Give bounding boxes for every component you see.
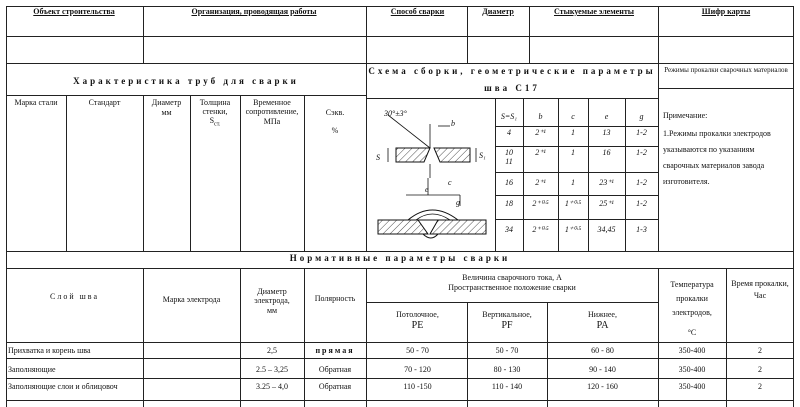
notes-text: 1.Режимы прокалки электродов указываются по указаниям сварочных материалов завода изготовителя. [663, 129, 771, 186]
geom-cell: 1 [571, 178, 575, 187]
geom-cell: 1-2 [636, 148, 647, 157]
dim-s1-label: S₁ [479, 151, 486, 160]
modes-title: Режимы прокалки сварочных материалов [664, 66, 788, 74]
overhead-header: Потолочное, [396, 310, 439, 319]
baking-temp-header: Температура прокалки электродов, [670, 280, 714, 317]
dim-s-label: S [376, 153, 380, 162]
wall-thickness-symbol: $S_{ст.}$ [209, 116, 221, 128]
geom-cell: 13 [602, 128, 611, 137]
geom-cell: 4 [507, 128, 511, 137]
norm-cell-polarity: Обратная [318, 365, 352, 374]
electrode-diameter-unit: мм [266, 306, 278, 315]
vertical-code: PF [501, 320, 513, 331]
norm-cell-pa: 90 - 140 [589, 365, 616, 374]
norm-cell-temp: 350-400 [678, 346, 706, 355]
norm-cell-pa: 120 - 160 [587, 382, 618, 391]
geom-cell: 2⁺⁰·⁵ [532, 225, 549, 234]
geom-cell: 1-2 [636, 178, 647, 187]
geom-cell: 1 [571, 128, 575, 137]
geom-cell: 1-2 [636, 128, 647, 137]
norm-cell-time: 2 [758, 365, 762, 374]
baking-time-header: Время прокалки, Час [731, 279, 789, 300]
geom-cell: 2⁺¹ [535, 178, 546, 187]
pipes-section-title: Характеристика труб для сварки [73, 76, 299, 86]
dim-c-label: c [448, 178, 452, 187]
geom-cell: 18 [505, 199, 513, 208]
norm-cell-pf: 50 - 70 [495, 346, 519, 355]
geom-header-e: e [604, 112, 609, 121]
layer-header: Слой шва [50, 292, 99, 301]
method-header: Способ сварки [390, 7, 445, 16]
diameter-header: Диаметр [482, 7, 514, 16]
dim-g-label: g [456, 198, 460, 207]
norm-section-title: Нормативные параметры сварки [289, 253, 511, 263]
norm-cell-pe: 50 - 70 [406, 346, 429, 355]
flat-header: Нижнее, [588, 310, 617, 319]
geom-cell: 16 [505, 178, 513, 187]
geom-header-c: c [571, 112, 575, 121]
geom-header-s: S=S₁ [500, 112, 518, 121]
geom-cell: 23⁺¹ [599, 178, 614, 187]
vertical-header: Вертикальное, [482, 310, 532, 319]
geom-cell: 1-3 [636, 225, 647, 234]
geom-cell: 2⁺¹ [535, 148, 546, 157]
geom-header-g: g [639, 112, 644, 121]
geom-cell: 1-2 [636, 199, 647, 208]
norm-cell-layer: Прихватка и корень шва [8, 346, 91, 355]
norm-cell-layer: Заполняющие слои и облицовоч [8, 382, 118, 391]
electrode-diameter-header: Диаметр электрода, [254, 287, 290, 305]
org-header: Организация, проводящая работы [191, 7, 317, 16]
geom-cell: 2⁺⁰·⁵ [532, 199, 549, 208]
elements-header: Стыкуемые элементы [553, 7, 635, 16]
flat-code: PA [596, 320, 609, 331]
steel-grade-header: Марка стали [14, 98, 58, 107]
carbon-equivalent-header: Сэкв. [325, 108, 345, 117]
norm-cell-diam: 2.5 – 3,25 [256, 365, 288, 374]
norm-cell-pf: 110 - 140 [491, 382, 523, 391]
polarity-header: Полярность [314, 294, 356, 303]
scheme-title: Схема сборки, геометрические параметры [368, 66, 656, 76]
norm-cell-temp: 350-400 [678, 365, 706, 374]
baking-temp-unit: °С [687, 328, 697, 337]
weld-scheme-drawing [368, 100, 494, 250]
pipe-diameter-unit: мм [161, 108, 172, 117]
electrode-grade-header: Марка электрода [162, 295, 221, 304]
dim-e-label: e [425, 185, 429, 194]
pipe-diameter-header: Диаметр [151, 98, 182, 107]
norm-cell-temp: 350-400 [678, 382, 706, 391]
geom-cell: 1⁺⁰·⁵ [564, 199, 582, 208]
bevel-angle-label: 30°±3° [384, 109, 407, 118]
norm-cell-pf: 80 - 130 [493, 365, 521, 374]
geom-cell: 1 [571, 148, 575, 157]
norm-cell-polarity: Обратная [318, 382, 352, 391]
geom-cell: 1⁺⁰·⁵ [564, 225, 582, 234]
norm-cell-time: 2 [758, 382, 762, 391]
current-header: Величина сварочного тока, А [462, 273, 562, 282]
norm-cell-pe: 70 - 120 [404, 365, 431, 374]
geom-cell: 34,45 [597, 225, 616, 234]
strength-unit: МПа [263, 117, 281, 126]
norm-cell-pe: 110 -150 [403, 382, 432, 391]
geom-cell: 25⁺¹ [599, 199, 614, 208]
scheme-title-seam: шва С17 [484, 83, 540, 93]
norm-cell-time: 2 [758, 346, 762, 355]
notes-title: Примечание: [663, 111, 708, 120]
wall-thickness-header: Толщина стенки, [199, 98, 231, 116]
geom-cell: 2⁺¹ [535, 128, 546, 137]
norm-cell-diam: 3.25 – 4,0 [256, 382, 288, 391]
geom-cell: 34 [505, 225, 513, 234]
geom-cell: 10 11 [505, 148, 513, 166]
geom-cell: 16 [602, 148, 611, 157]
norm-cell-diam: 2,5 [267, 346, 277, 355]
strength-header: Временное сопротивление, [245, 98, 299, 116]
dim-b-label: b [451, 119, 455, 128]
overhead-code: PE [411, 320, 424, 331]
norm-cell-layer: Заполняющие [8, 365, 56, 374]
norm-cell-pa: 60 - 80 [591, 346, 614, 355]
position-header: Пространственное положение сварки [448, 283, 576, 292]
carbon-equivalent-unit: % [331, 126, 339, 135]
geom-header-b: b [538, 112, 543, 121]
norm-cell-polarity: прямая [315, 346, 355, 355]
standard-header: Стандарт [88, 98, 121, 107]
cipher-header: Шифр карты [701, 7, 751, 16]
object-header: Объект строительства [33, 7, 115, 16]
